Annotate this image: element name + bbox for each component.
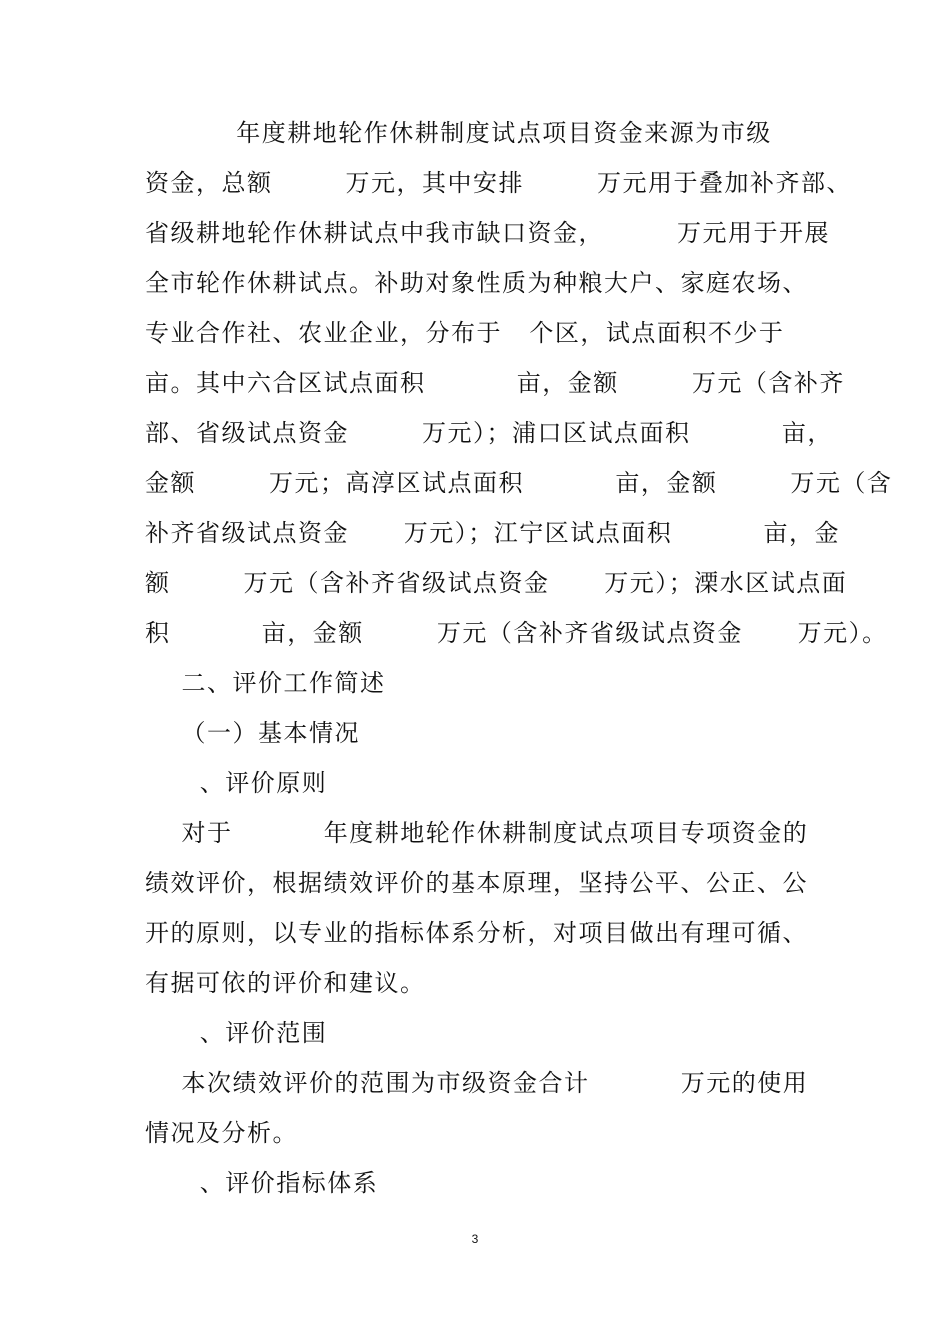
body-text-line: 绩效评价，根据绩效评价的基本原理，坚持公平、公正、公 [145,869,808,897]
body-text-line: 资金，总额 万元，其中安排 万元用于叠加补齐部、 [145,169,853,197]
body-text-line: 额 万元（含补齐省级试点资金 万元）；溧水区试点面 [145,569,848,597]
page-number: 3 [471,1232,479,1246]
body-text-line: 开的原则，以专业的指标体系分析，对项目做出有理可循、 [145,919,808,947]
section-heading: 二、评价工作简述 [145,669,386,697]
body-text-line: 年度耕地轮作休耕制度试点项目资金来源为市级 [145,119,772,147]
item-heading: 、评价范围 [145,1019,328,1047]
subsection-heading: （一）基本情况 [145,719,361,747]
body-text-line: 情况及分析。 [145,1119,298,1147]
body-text-line: 补齐省级试点资金 万元）；江宁区试点面积 亩，金 [145,519,841,547]
body-text-line: 金额 万元；高淳区试点面积 亩，金额 万元（含 [145,469,893,497]
body-text-line: 积 亩，金额 万元（含补齐省级试点资金 万元）。 [145,619,888,647]
item-heading: 、评价指标体系 [145,1169,379,1197]
body-text-line: 专业合作社、农业企业，分布于 个区，试点面积不少于 [145,319,785,347]
body-text-line: 亩。其中六合区试点面积 亩，金额 万元（含补齐 [145,369,845,397]
body-text-line: 全市轮作休耕试点。补助对象性质为种粮大户、家庭农场、 [145,269,808,297]
item-heading: 、评价原则 [145,769,328,797]
body-text-line: 部、省级试点资金 万元）；浦口区试点面积 亩， [145,419,833,447]
body-text-line: 省级耕地轮作休耕试点中我市缺口资金， 万元用于开展 [145,219,831,247]
body-text-line: 有据可依的评价和建议。 [145,969,426,997]
body-text-line: 对于 年度耕地轮作休耕制度试点项目专项资金的 [145,819,809,847]
body-text-line: 本次绩效评价的范围为市级资金合计 万元的使用 [145,1069,809,1097]
